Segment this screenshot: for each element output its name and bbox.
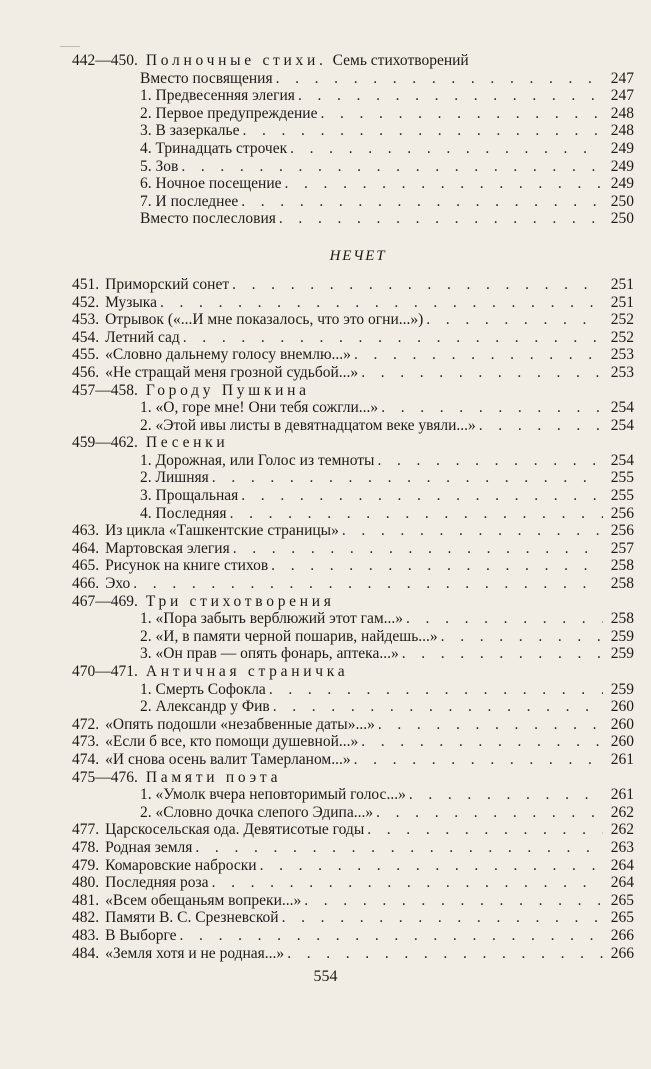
entry-number: 463. xyxy=(72,522,100,540)
toc-entry xyxy=(72,821,634,839)
entry-title: Музыка xyxy=(105,293,157,311)
entry-title: 1. «Умолк вчера неповторимый голос...» xyxy=(140,786,406,804)
entry-number: 477. xyxy=(72,821,100,839)
dot-leader xyxy=(276,70,603,88)
dot-leader xyxy=(233,540,603,558)
entry-title: 3. Прощальная xyxy=(140,487,239,505)
entry-title: Отрывок («...И мне показалось, что это огни...») xyxy=(105,311,424,329)
entry-title: 6. Ночное посещение xyxy=(140,175,282,193)
entry-page: 260 xyxy=(610,715,634,733)
dot-leader xyxy=(195,839,603,857)
dot-leader xyxy=(376,804,603,822)
entry-page: 254 xyxy=(610,416,634,434)
entry-number: 474. xyxy=(72,750,100,768)
dot-leader xyxy=(409,786,603,804)
toc-subentry xyxy=(72,193,634,211)
entry-page: 266 xyxy=(610,944,634,962)
entry-title: 1. «Пора забыть верблюжий этот гам...» xyxy=(140,610,404,628)
entry-number: 467—469. xyxy=(72,592,138,610)
entry-page: 258 xyxy=(610,610,634,628)
entry-title: «Опять подошли «незабвенные даты»...» xyxy=(105,715,375,733)
entry-title: «Земля хотя и не родная...» xyxy=(105,944,285,962)
toc-entry xyxy=(72,857,634,875)
toc-entry xyxy=(72,874,634,892)
entry-page: 258 xyxy=(610,557,634,575)
toc-subentry xyxy=(72,399,634,417)
group-title: Песенки xyxy=(145,434,229,452)
dot-leader xyxy=(285,175,604,193)
entry-title: Вместо посвящения xyxy=(140,69,273,87)
dot-leader xyxy=(180,927,603,945)
entry-page: 255 xyxy=(610,487,634,505)
dot-leader xyxy=(212,469,603,487)
toc-entry xyxy=(72,364,634,382)
entry-page: 256 xyxy=(610,522,634,540)
toc-entry xyxy=(72,716,634,734)
entry-title: «Не стращай меня грозной судьбой...» xyxy=(105,363,359,381)
entry-title: 1. Дорожная, или Голос из темноты xyxy=(140,451,375,469)
dot-leader xyxy=(232,276,603,294)
dot-leader xyxy=(479,417,603,435)
dot-leader xyxy=(378,716,603,734)
entry-page: 250 xyxy=(610,210,634,228)
entry-number: 483. xyxy=(72,926,100,944)
section-heading: НЕЧЕТ xyxy=(329,247,387,264)
entry-title: Эхо xyxy=(105,575,131,593)
toc-entry xyxy=(72,892,634,910)
entry-number: 478. xyxy=(72,838,100,856)
toc-subentry xyxy=(72,487,634,505)
toc-group-heading xyxy=(72,769,634,787)
entry-title: Рисунок на книге стихов xyxy=(105,557,269,575)
section2-list xyxy=(72,276,634,962)
toc-subentry xyxy=(72,417,634,435)
group-title: Городу Пушкина xyxy=(145,381,310,399)
entry-page: 257 xyxy=(610,539,634,557)
entry-number: 466. xyxy=(72,575,100,593)
toc-entry xyxy=(72,311,634,329)
entry-number: 484. xyxy=(72,944,100,962)
toc-subentry xyxy=(72,158,634,176)
dot-leader xyxy=(354,346,603,364)
entry-page: 260 xyxy=(610,698,634,716)
toc-entry xyxy=(72,733,634,751)
entry-number: 442—450. xyxy=(72,52,138,69)
entry-page: 254 xyxy=(610,451,634,469)
entry-title: Из цикла «Ташкентские страницы» xyxy=(105,522,339,540)
toc-subentry xyxy=(72,122,634,140)
entry-page: 265 xyxy=(610,891,634,909)
toc-entry xyxy=(72,927,634,945)
dot-leader xyxy=(160,294,603,312)
entry-number: 457—458. xyxy=(72,381,138,399)
dot-leader xyxy=(441,628,603,646)
toc-group-heading xyxy=(72,434,634,452)
entry-number: 459—462. xyxy=(72,434,138,452)
dot-leader xyxy=(282,909,603,927)
dot-leader xyxy=(242,122,603,140)
toc-entry xyxy=(72,945,634,963)
toc-subentry xyxy=(72,804,634,822)
toc-group-heading xyxy=(72,52,634,70)
entry-title: «Словно дальнему голосу внемлю...» xyxy=(105,346,351,364)
entry-page: 251 xyxy=(610,293,634,311)
toc-subentry xyxy=(72,786,634,804)
toc-entry xyxy=(72,329,634,347)
group-title: Памяти поэта xyxy=(145,768,282,786)
entry-title: Летний сад xyxy=(105,328,180,346)
dot-leader xyxy=(381,399,603,417)
dot-leader xyxy=(402,645,603,663)
dot-leader xyxy=(354,751,603,769)
dot-leader xyxy=(241,193,603,211)
dot-leader xyxy=(367,821,603,839)
entry-title: Приморский сонет xyxy=(105,275,230,293)
entry-title: 5. Зов xyxy=(140,157,179,175)
toc-entry xyxy=(72,540,634,558)
dot-leader xyxy=(290,140,603,158)
entry-page: 253 xyxy=(610,363,634,381)
entry-page: 260 xyxy=(610,733,634,751)
entry-number: 470—471. xyxy=(72,663,138,680)
section1-list xyxy=(72,70,634,228)
toc-entry xyxy=(72,294,634,312)
entry-page: 254 xyxy=(610,399,634,417)
entry-page: 264 xyxy=(610,856,634,874)
entry-title: Последняя роза xyxy=(105,874,209,892)
entry-number: 465. xyxy=(72,557,100,575)
entry-page: 249 xyxy=(610,175,634,193)
entry-title: 2. Первое предупреждение xyxy=(140,104,318,122)
toc-subentry xyxy=(72,105,634,123)
entry-title: 4. Тринадцать строчек xyxy=(140,139,288,157)
entry-title: Мартовская элегия xyxy=(105,539,230,557)
entry-title: 1. Смерть Софокла xyxy=(140,680,266,698)
group-title: Античная страничка xyxy=(145,663,349,680)
entry-number: 480. xyxy=(72,874,100,892)
toc-group-heading xyxy=(72,382,634,400)
entry-page: 259 xyxy=(610,627,634,645)
dot-leader xyxy=(304,892,603,910)
dot-leader xyxy=(212,874,603,892)
toc-subentry xyxy=(72,628,634,646)
toc-subentry xyxy=(72,175,634,193)
toc-subentry xyxy=(72,87,634,105)
table-of-contents xyxy=(72,52,634,962)
entry-title: 2. «Словно дочка слепого Эдипа...» xyxy=(140,803,374,821)
toc-subentry xyxy=(72,70,634,88)
entry-number: 482. xyxy=(72,909,100,927)
toc-entry xyxy=(72,909,634,927)
toc-subentry xyxy=(72,610,634,628)
dot-leader xyxy=(342,522,603,540)
dot-leader xyxy=(183,329,603,347)
toc-entry xyxy=(72,575,634,593)
entry-title: 1. Предвесенняя элегия xyxy=(140,87,295,105)
dot-leader xyxy=(269,681,603,699)
entry-page: 262 xyxy=(610,803,634,821)
page-margin-mark xyxy=(60,46,80,47)
entry-number: 464. xyxy=(72,539,100,557)
dot-leader xyxy=(298,87,603,105)
entry-title: 2. Лишняя xyxy=(140,469,209,487)
entry-page: 248 xyxy=(610,104,634,122)
entry-page: 249 xyxy=(610,139,634,157)
entry-title: 7. И последнее xyxy=(140,192,239,210)
toc-entry xyxy=(72,557,634,575)
entry-title: «Всем обещаньям вопреки...» xyxy=(105,891,302,909)
entry-number: 453. xyxy=(72,311,100,329)
entry-number: 479. xyxy=(72,856,100,874)
entry-page: 255 xyxy=(610,469,634,487)
page-number: 554 xyxy=(313,968,338,985)
entry-title: «Если б все, кто помощи душевной...» xyxy=(105,733,359,751)
entry-page: 256 xyxy=(610,504,634,522)
dot-leader xyxy=(230,505,603,523)
toc-entry xyxy=(72,522,634,540)
dot-leader xyxy=(133,575,603,593)
dot-leader xyxy=(273,698,603,716)
entry-title: Царскосельская ода. Девятисотые годы xyxy=(105,821,365,839)
entry-number: 455. xyxy=(72,346,100,364)
entry-title: 3. В зазеркалье xyxy=(140,122,240,140)
dot-leader xyxy=(377,452,603,470)
dot-leader xyxy=(320,105,603,123)
entry-title: 2. «Этой ивы листы в девятнадцатом веке увяли...» xyxy=(140,416,476,434)
entry-number: 451. xyxy=(72,275,100,293)
toc-group-heading xyxy=(72,663,634,681)
entry-page: 259 xyxy=(610,645,634,663)
entry-number: 472. xyxy=(72,715,100,733)
entry-page: 252 xyxy=(610,311,634,329)
group-subtitle: Семь стихотворений xyxy=(332,52,469,69)
dot-leader xyxy=(241,487,603,505)
entry-page: 265 xyxy=(610,909,634,927)
entry-page: 263 xyxy=(610,838,634,856)
dot-leader xyxy=(181,158,603,176)
group-title: Три стихотворения xyxy=(145,592,335,610)
entry-page: 253 xyxy=(610,346,634,364)
entry-page: 261 xyxy=(610,750,634,768)
entry-title: 3. «Он прав — опять фонарь, аптека...» xyxy=(140,645,399,663)
dot-leader xyxy=(426,311,603,329)
entry-page: 259 xyxy=(610,680,634,698)
entry-page: 252 xyxy=(610,328,634,346)
entry-title: «И снова осень валит Тамерланом...» xyxy=(105,750,351,768)
entry-page: 264 xyxy=(610,874,634,892)
toc-entry xyxy=(72,751,634,769)
entry-page: 247 xyxy=(610,69,634,87)
entry-number: 473. xyxy=(72,733,100,751)
dot-leader xyxy=(260,857,603,875)
entry-number: 456. xyxy=(72,363,100,381)
dot-leader xyxy=(361,364,603,382)
entry-title: 1. «О, горе мне! Они тебя сожгли...» xyxy=(140,399,379,417)
entry-title: Родная земля xyxy=(105,838,193,856)
toc-subentry xyxy=(72,645,634,663)
entry-page: 249 xyxy=(610,157,634,175)
toc-subentry xyxy=(72,681,634,699)
dot-leader xyxy=(279,210,603,228)
toc-subentry xyxy=(72,698,634,716)
entry-page: 248 xyxy=(610,122,634,140)
dot-leader xyxy=(361,733,603,751)
dot-leader xyxy=(271,557,603,575)
toc-subentry xyxy=(72,140,634,158)
entry-number: 481. xyxy=(72,891,100,909)
entry-page: 250 xyxy=(610,192,634,210)
entry-number: 475—476. xyxy=(72,768,138,786)
toc-subentry xyxy=(72,210,634,228)
toc-entry xyxy=(72,276,634,294)
entry-page: 262 xyxy=(610,821,634,839)
entry-title: 2. Александр у Фив xyxy=(140,698,270,716)
toc-entry xyxy=(72,346,634,364)
entry-title: Вместо послесловия xyxy=(140,210,276,228)
toc-subentry xyxy=(72,469,634,487)
group-title: Полночные стихи. xyxy=(145,52,327,69)
entry-number: 454. xyxy=(72,328,100,346)
entry-page: 251 xyxy=(610,275,634,293)
entry-page: 266 xyxy=(610,926,634,944)
entry-title: 4. Последняя xyxy=(140,504,227,522)
entry-page: 247 xyxy=(610,87,634,105)
entry-title: Комаровские наброски xyxy=(105,856,257,874)
dot-leader xyxy=(287,945,603,963)
toc-subentry xyxy=(72,505,634,523)
entry-title: Памяти В. С. Срезневской xyxy=(105,909,279,927)
entry-title: 2. «И, в памяти черной пошарив, найдешь...» xyxy=(140,627,438,645)
entry-page: 258 xyxy=(610,575,634,593)
dot-leader xyxy=(406,610,603,628)
entry-page: 261 xyxy=(610,786,634,804)
toc-entry xyxy=(72,839,634,857)
toc-subentry xyxy=(72,452,634,470)
entry-number: 452. xyxy=(72,293,100,311)
toc-group-heading xyxy=(72,593,634,611)
entry-title: В Выборге xyxy=(105,926,177,944)
